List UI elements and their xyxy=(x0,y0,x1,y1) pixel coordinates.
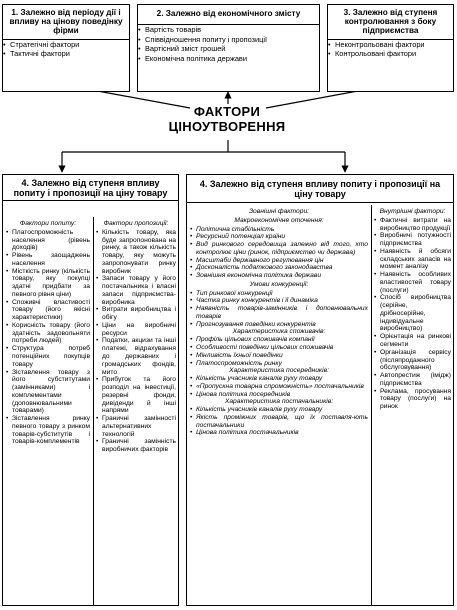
demand-factors-head: Фактори попиту: xyxy=(19,220,77,227)
list-item: • Ресурсний потенціал країни xyxy=(190,233,368,241)
list-item: • Особливості поведінки цільових споживачів xyxy=(190,344,368,352)
internal-factors-column xyxy=(374,208,451,604)
box-2-title: 2. Залежно від економічного змісту xyxy=(156,9,301,18)
list-item: • Стратегічні фактори xyxy=(3,40,129,49)
box-demand-supply-left xyxy=(2,174,179,606)
external-factors-column xyxy=(190,208,368,604)
list-item: • Кількість товару, яка буде запропонована на ринку, а також кількість товару, яку можуть запропонувати ринку виробник xyxy=(96,229,176,276)
list-item: • Організація сервісу (післяпродажного обслуговування) xyxy=(374,349,451,372)
list-item: • Контрольовані фактори xyxy=(328,49,453,58)
list-item: • Корисність товару (його здатність задовольняти потреби людей) xyxy=(6,322,90,345)
list-item: • Орієнтація на ринкові сегменти xyxy=(374,333,451,349)
diagram-title-line-2: ЦІНОУТВОРЕННЯ xyxy=(168,119,286,135)
list-item: • Співвідношення попиту і пропозиції xyxy=(138,35,319,44)
list-item: • Витрати виробництва і обігу xyxy=(96,306,176,322)
list-item: • Вартість товарів xyxy=(138,25,319,34)
list-item: • Тип ринкової конкуренції xyxy=(190,290,368,298)
list-item: • Вид ринкового середовища залежно від того, хто контролює ціни (ринок, підприємство чи держава) xyxy=(190,241,368,257)
suppliers-head: Характеристика постачальників: xyxy=(224,398,334,406)
box-economic-content xyxy=(137,4,320,92)
list-item: • Податки, акцизи та інші платежі, відрахування до державних і громадських фондів, мито xyxy=(96,337,176,376)
list-item: • Прогнозування поведінки конкурентів xyxy=(190,321,368,329)
list-item: • Зовнішня економічна політика держави xyxy=(190,272,368,280)
suppliers-list xyxy=(190,406,368,437)
list-item: • Споживчі властивості товару (його якісні характеристики) xyxy=(6,299,90,322)
list-item: • Ціни на виробничі ресурси xyxy=(96,322,176,338)
list-item: • Місткість ринку (кількість товару, яку покупці здатні придбати за певного рівня ціни) xyxy=(6,268,90,299)
list-item: • Запаси товару у його постачальника і власні запаси підприємства-виробника xyxy=(96,275,176,306)
box-1-title: 1. Залежно від періоду дії і впливу на цінову поведінку фірми xyxy=(9,8,123,36)
list-item: • Якість проміжних товарів, що їх поставля-ють постачальники xyxy=(190,414,368,430)
list-item: • Кількість учасників каналів руху товару xyxy=(190,406,368,414)
consumers-head: Характеристика споживачів: xyxy=(232,328,326,336)
list-item: • Економічна політика держави xyxy=(138,54,319,63)
list-item: • Реклама, просування товару (послуги) на ринок xyxy=(374,388,451,411)
consumers-list xyxy=(190,336,368,367)
external-factors-head: Зовнішні фактори: xyxy=(248,208,310,215)
list-item: • Цінова політика постачальників xyxy=(190,429,368,437)
list-item: • Профіль цільових споживачів компанії xyxy=(190,336,368,344)
competition-list xyxy=(190,290,368,329)
right-box-title: 4. Залежно від ступеня впливу попиту і пропозиції на ціну товару xyxy=(199,179,441,200)
list-item: • Політична стабільність xyxy=(190,226,368,234)
intermediaries-list xyxy=(190,375,368,398)
list-item: • Наявність й обсяги складських запасів на момент аналізу xyxy=(374,248,451,271)
list-item: • Виробничі потужності підприємства xyxy=(374,232,451,248)
list-item: • Частка ринку конкурентів і її динаміка xyxy=(190,297,368,305)
box-period-of-action xyxy=(2,4,130,92)
list-item: • Наявність товарів-замінників і доповнювальних товарів xyxy=(190,305,368,321)
competition-head: Умови конкуренції: xyxy=(249,280,309,288)
list-item: • Зіставлення товару з його субститутами (замінниками) і комплементами (доповнювальними товарами) xyxy=(6,369,90,416)
list-item: • Граничні замінності альтернативних технологій xyxy=(96,415,176,438)
box-3-title: 3. Залежно від ступеня контролювання з боку підприємства xyxy=(343,8,438,36)
column-divider xyxy=(371,205,372,605)
demand-factors-column xyxy=(6,220,90,604)
macro-environment-list xyxy=(190,226,368,280)
list-item: • Мінливість їхньої поведінки xyxy=(190,352,368,360)
internal-factors-head: Внутрішні фактори: xyxy=(379,208,446,215)
list-item: • Граничні замінність виробничих факторів xyxy=(96,438,176,454)
list-item: • Рівень заощаджень населення xyxy=(6,252,90,268)
list-item: • Неконтрольовані фактори xyxy=(328,40,453,49)
list-item: • Зіставлення ринку певного товару з ринком товарів-субститутів і товарів-комплементів xyxy=(6,415,90,446)
list-item: • Платоспроможність ринку xyxy=(190,360,368,368)
list-item: • Наявність особливих властивостей товару (послуги) xyxy=(374,271,451,294)
list-item: • Масштаби державного регулювання цін xyxy=(190,257,368,265)
list-item: • «Пропускна товарна спроможність» постачальників xyxy=(190,383,368,391)
left-box-title: 4. Залежно від ступеня впливу попиту і пропозиції на ціну товару xyxy=(13,178,168,199)
list-item: • Кількість учасників каналів руху товару xyxy=(190,375,368,383)
list-item: • Автопрестиж (імідж) підприємства xyxy=(374,372,451,388)
supply-factors-column xyxy=(96,220,176,604)
list-item: • Платоспроможність населення (рівень доходів) xyxy=(6,229,90,252)
box-demand-supply-right xyxy=(186,174,454,606)
list-item: • Фактичні витрати на виробництво продукції xyxy=(374,217,451,233)
list-item: • Вартісний зміст грошей xyxy=(138,44,319,53)
macro-environment-head: Макроекономічне оточення: xyxy=(234,216,324,224)
internal-factors-list xyxy=(374,217,451,411)
list-item: • Досконалість податкового законодавства xyxy=(190,264,368,272)
box-2-list xyxy=(138,25,319,63)
column-divider xyxy=(93,217,94,605)
list-item: • Тактичні фактори xyxy=(3,49,129,58)
box-control-degree xyxy=(327,4,454,92)
intermediaries-head: Характеристика посередників: xyxy=(229,367,329,375)
box-3-list xyxy=(328,40,453,59)
diagram-title xyxy=(152,104,302,135)
list-item: • Цінова політика посередників xyxy=(190,391,368,399)
list-item: • Структура потреб потенційних покупців товару xyxy=(6,345,90,368)
demand-factors-list xyxy=(6,229,90,446)
box-1-list xyxy=(3,40,129,59)
supply-factors-list xyxy=(96,229,176,454)
supply-factors-head: Фактори пропозиції: xyxy=(103,220,169,227)
list-item: • Прибуток та його розподіл на інвестиції, резервні фонди, дивіденди й інші напрями xyxy=(96,376,176,415)
list-item: • Спосіб виробництва (серійне, дрібносерійне, індивідуальне виробництво) xyxy=(374,294,451,333)
diagram-title-line-1: ФАКТОРИ xyxy=(193,104,261,119)
